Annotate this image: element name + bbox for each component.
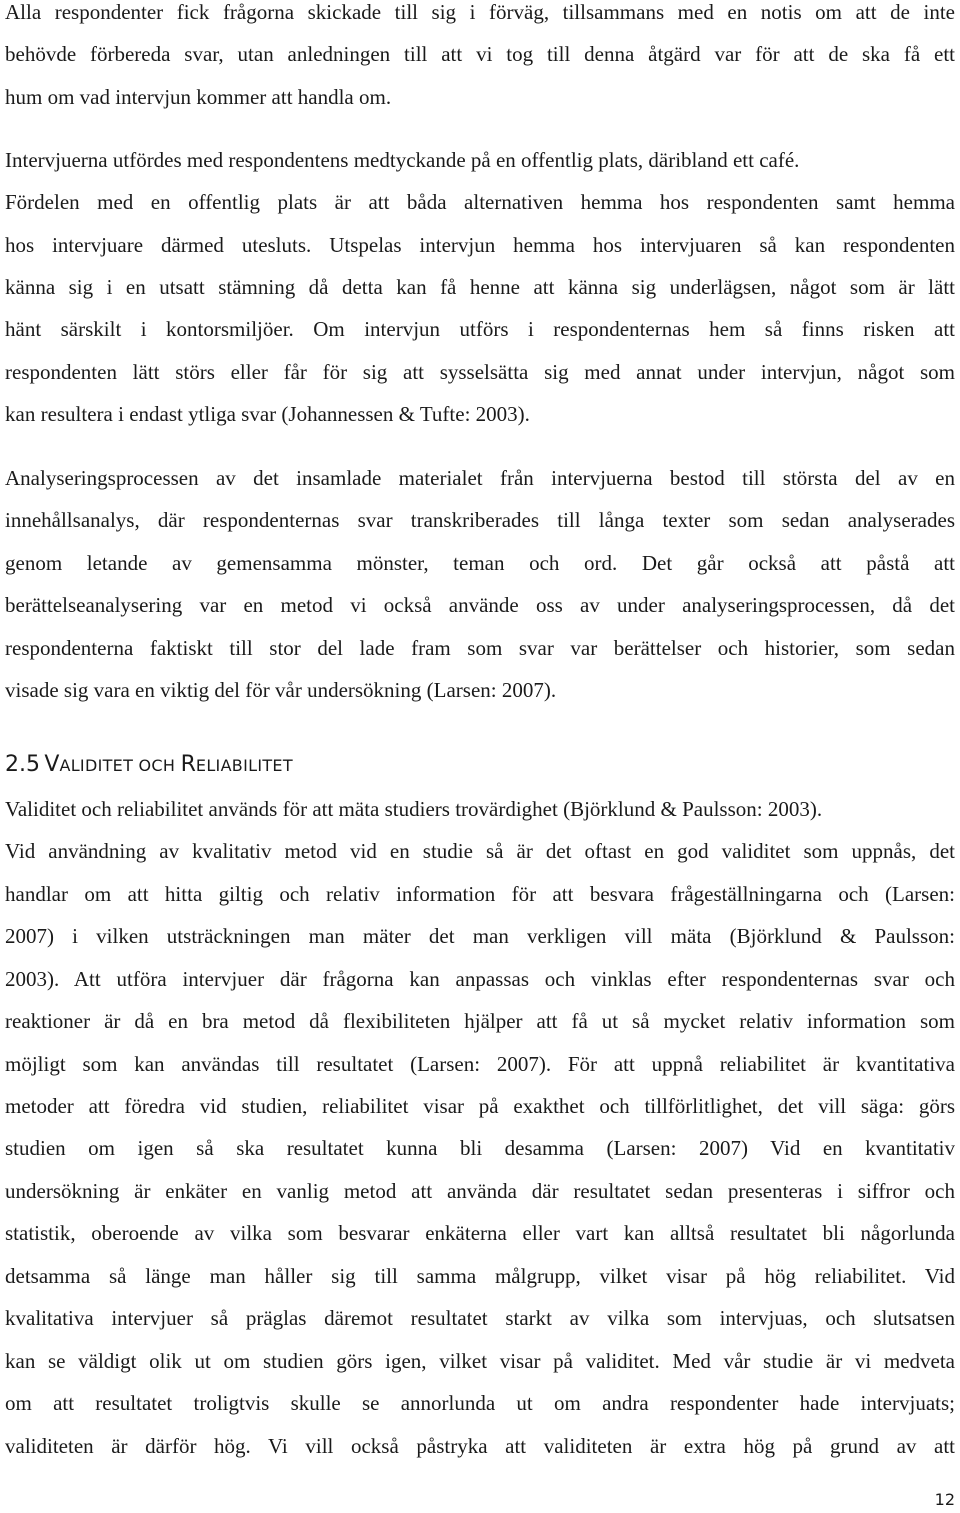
paragraph-line: validiteten är därför hög. Vi vill också påstryka att validiteten är extra hög på grund av att: [5, 1434, 955, 1458]
paragraph-line: Analyseringsprocessen av det insamlade materialet från intervjuerna bestod till största del av en: [5, 466, 955, 490]
paragraph-line: reaktioner är då en bra metod då flexibiliteten hjälper att få ut så mycket relativ information som: [5, 1009, 955, 1033]
paragraph-line: Alla respondenter fick frågorna skickade till sig i förväg, tillsammans med en notis om att de inte: [5, 0, 955, 24]
paragraph-line: hänt särskilt i kontorsmiljöer. Om intervjun utförs i respondenternas hem så finns risken att: [5, 317, 955, 341]
paragraph-line: 2007) i vilken utsträckningen man mäter det man verkligen vill mäta (Björklund & Paulsson:: [5, 924, 955, 948]
paragraph-line: statistik, oberoende av vilka som besvarar enkäterna eller vart kan alltså resultatet bli någorlunda: [5, 1221, 955, 1245]
paragraph-line: om att resultatet troligtvis skulle se annorlunda ut om andra respondenter hade intervjuats;: [5, 1391, 955, 1415]
paragraph-line: kan se väldigt olik ut om studien görs igen, vilket visar på validitet. Med vår studie är vi medveta: [5, 1349, 955, 1373]
paragraph-line: berättelseanalysering var en metod vi också använde oss av under analyseringsprocessen, då det: [5, 593, 955, 617]
paragraph-line: genom letande av gemensamma mönster, teman och ord. Det går också att påstå att: [5, 551, 955, 575]
paragraph-line: Vid användning av kvalitativ metod vid en studie så är det oftast en god validitet som uppnås, det: [5, 839, 955, 863]
heading-initial: V: [44, 752, 60, 777]
paragraph-line: 2003). Att utföra intervjuer där frågorna kan anpassas och vinklas efter respondenternas svar och: [5, 967, 955, 991]
paragraph-line: behövde förbereda svar, utan anledningen till att vi tog till denna åtgärd var för att de ska få ett: [5, 42, 955, 66]
paragraph-line: Intervjuerna utfördes med respondentens medtyckande på en offentlig plats, däribland ett café.: [5, 148, 800, 172]
paragraph-line: känna sig i en utsatt stämning då detta kan få henne att känna sig underlägsen, något som är lätt: [5, 275, 955, 299]
paragraph-line: kan resultera i endast ytliga svar (Johannessen & Tufte: 2003).: [5, 402, 530, 426]
paragraph-line: möjligt som kan användas till resultatet (Larsen: 2007). För att uppnå reliabilitet är kvantitativa: [5, 1052, 955, 1076]
paragraph-line: studien om igen så ska resultatet kunna bli desamma (Larsen: 2007) Vid en kvantitativ: [5, 1136, 955, 1160]
paragraph-line: Validitet och reliabilitet används för att mäta studiers trovärdighet (Björklund & Paulsson: 2003).: [5, 797, 823, 821]
paragraph-line: hos intervjuare därmed utesluts. Utspelas intervjun hemma hos intervjuaren så kan respondenten: [5, 233, 955, 257]
section-number: 2.5: [5, 752, 40, 777]
paragraph-line: hum om vad intervjun kommer att handla om.: [5, 85, 392, 109]
paragraph-line: respondenterna faktiskt till stor del lade fram som svar var berättelser och historier, som sedan: [5, 636, 955, 660]
paragraph-line: handlar om att hitta giltig och relativ information för att besvara frågeställningarna och (Larsen:: [5, 882, 955, 906]
paragraph-line: innehållsanalys, där respondenternas svar transkriberades till långa texter som sedan analyserades: [5, 508, 955, 532]
paragraph-line: detsamma så länge man håller sig till samma målgrupp, vilket visar på hög reliabilitet. Vid: [5, 1264, 955, 1288]
section-heading: [5, 750, 605, 781]
paragraph-line: Fördelen med en offentlig plats är att båda alternativen hemma hos respondenten samt hemma: [5, 190, 955, 214]
paragraph-line: kvalitativa intervjuer så präglas däremot resultatet starkt av vilka som intervjuas, och slutsatsen: [5, 1306, 955, 1330]
page-number: 12: [934, 1490, 955, 1509]
paragraph-line: undersökning är enkäter en vanlig metod att använda där resultatet sedan presenteras i siffror och: [5, 1179, 955, 1203]
paragraph-line: metoder att föredra vid studien, reliabilitet visar på exakthet och tillförlitlighet, det vill säga: görs: [5, 1094, 955, 1118]
paragraph-line: respondenten lätt störs eller får för sig att sysselsätta sig med annat under intervjun, något som: [5, 360, 955, 384]
heading-small-caps: ALIDITET OCH: [59, 756, 181, 775]
heading-initial: R: [180, 752, 196, 777]
heading-small-caps: ELIABILITET: [195, 756, 293, 775]
paragraph-line: visade sig vara en viktig del för vår undersökning (Larsen: 2007).: [5, 678, 557, 702]
